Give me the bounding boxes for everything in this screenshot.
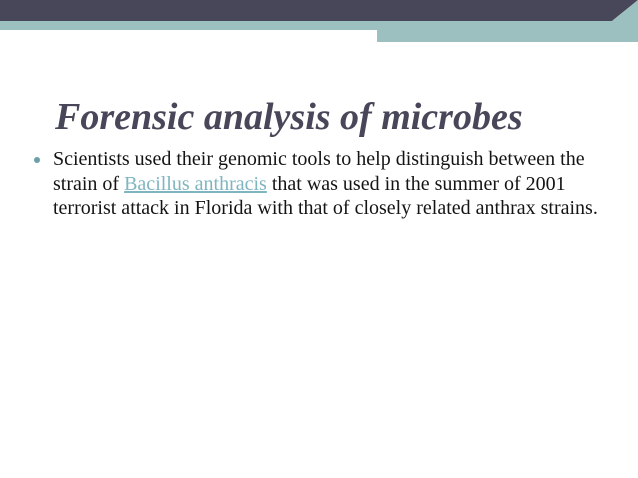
header-dark-band: [0, 0, 612, 21]
corner-accent-shape: [612, 0, 638, 21]
header-corner-accent: [612, 0, 638, 21]
header-light-band: [0, 21, 638, 30]
slide-title: Forensic analysis of microbes: [55, 96, 523, 138]
bullet-item: [32, 147, 627, 221]
bullet-point-icon: [34, 157, 40, 163]
bullet-list: [32, 147, 627, 221]
header-decoration: [0, 0, 638, 21]
bullet-text-start: Scientists used their genomic tools to help distinguish between the strain of: [53, 148, 585, 195]
bullet-text-end: that was used in the summer of 2001 terrorist attack in Florida with that of closely related anthrax strains.: [53, 172, 598, 219]
bacillus-anthracis-link[interactable]: Bacillus anthracis: [124, 172, 267, 195]
header-accent-block: [377, 30, 638, 42]
